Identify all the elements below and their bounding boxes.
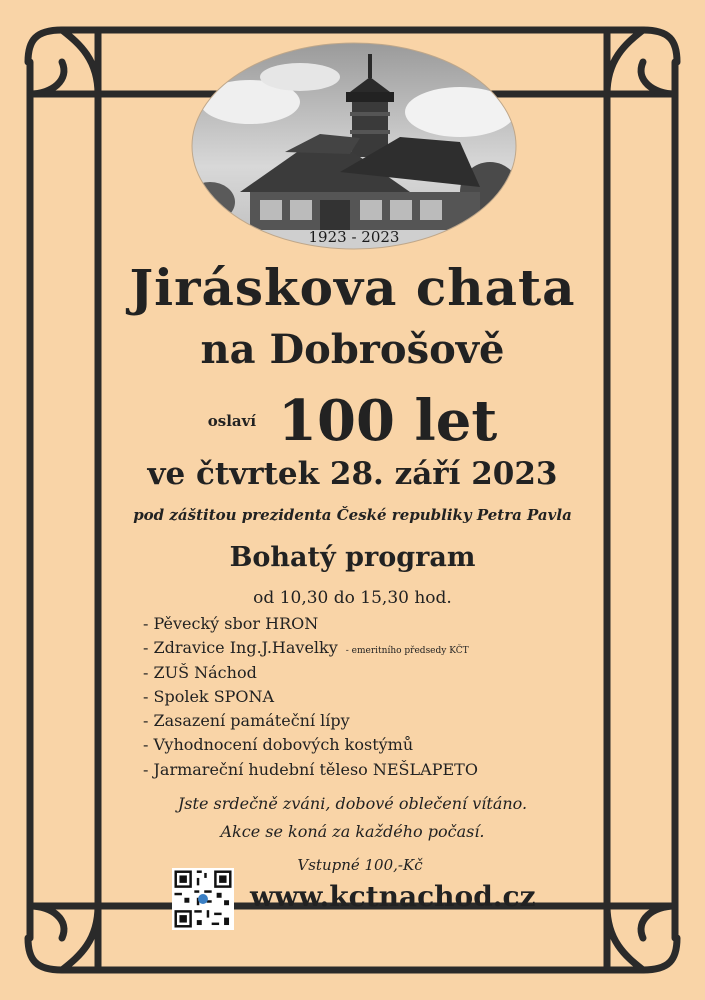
entry-fee: Vstupné 100,-Kč [297, 856, 423, 874]
invitation-text: Jste srdečně zváni, dobové oblečení vítáno. [177, 794, 528, 813]
event-date: ve čtvrtek 28. září 2023 [147, 456, 558, 492]
website-link[interactable]: www.kctnachod.cz [250, 880, 536, 913]
program-item-label: - Jarmareční hudební těleso NEŠLAPETO [143, 759, 478, 779]
program-list [143, 612, 478, 782]
program-item-label: - Zdravice Ing.J.Havelky [143, 638, 338, 658]
title-line1: Jiráskova chata [129, 258, 576, 317]
program-item-note: - emeritního předsedy KČT [345, 646, 469, 657]
list-item [143, 685, 478, 709]
photo-years: 1923 - 2023 [308, 228, 400, 246]
list-item [143, 612, 478, 636]
program-item-label: - Spolek SPONA [143, 686, 275, 706]
program-item-label: - Zasazení památeční lípy [143, 711, 350, 731]
patronage-text: pod záštitou prezidenta České republiky Petra Pavla [133, 506, 572, 524]
list-item [143, 733, 478, 757]
program-item-label: - ZUŠ Náchod [143, 662, 257, 682]
list-item [143, 709, 478, 733]
weather-note: Akce se koná za každého počasí. [220, 822, 485, 841]
celebration-years: 100 let [278, 388, 498, 454]
list-item [143, 636, 478, 660]
program-item-label: - Vyhodnocení dobových kostýmů [143, 735, 414, 755]
program-title: Bohatý program [229, 542, 476, 573]
celebration-line [0, 388, 705, 454]
program-item-label: - Pěvecký sbor HRON [143, 614, 319, 633]
chalet-photo [190, 42, 518, 250]
list-item [143, 758, 478, 782]
qr-code-icon[interactable] [172, 868, 234, 930]
title-line2: na Dobrošově [200, 326, 505, 373]
list-item [143, 661, 478, 685]
program-time: od 10,30 do 15,30 hod. [253, 588, 452, 608]
celebration-verb: oslaví [207, 412, 257, 430]
